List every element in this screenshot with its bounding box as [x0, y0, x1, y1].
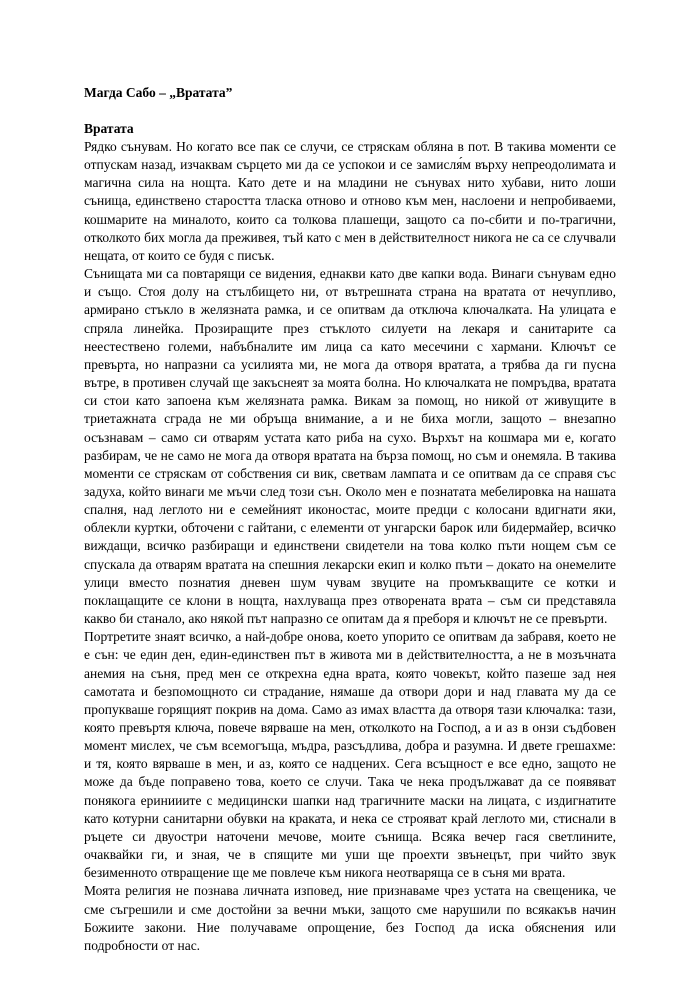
paragraph: Портретите знаят всичко, а най-добре онова, което упорито се опитвам да забравя, което не е сън: че един ден, един-единствен път в живота ми в действителността, а не в мозъчната анемия на съня, пред мен се открехна една врата, която човекът, който пазеше зад нея самотата и безпомощното си страдание, нямаше да отвори дори и над главата му да се пропукваше горящият покрив на дома. Само аз имах властта да отворя тази ключалка: тази, която превъртя ключа, повече вярваше на мен, отколкото на Господ, а и аз в онзи съдбовен момент мислех, че съм всемогъща, мъдра, разсъдлива, добра и разумна. И двете грешахме: и тя, която вярваше в мен, и аз, която се надцених. Сега всъщност е все едно, защото не може да бъде поправено това, което се случи. Така че нека продължават да се появяват понякога еринииите с медицински шапки над трагичните маски на лицата, с издигнатите като котурни санитарни обувки на краката, и нека се строяват край леглото ми, стиснали в ръцете си двуостри наточени мечове, моите сънища. Всяка вечер гася светлините, очаквайки ги, и зная, че в спящите ми уши ще проехти звънецът, при чийто звук безименното отвращение ще ме повлече към никога неотваряща се в съня ми врата.	[84, 629, 616, 881]
document-page	[84, 84, 616, 955]
section-heading: Вратата	[84, 121, 134, 136]
paragraph: Моята религия не познава личната изповед, ние признаваме чрез устата на свещеника, че сме съгрешили и сме достойни за вечни мъки, защото сме нарушили по всякакъв начин Божиите закони. Ние получаваме опрощение, без Господ да иска обяснения или подробности от нас.	[84, 883, 616, 953]
paragraph: Рядко сънувам. Но когато все пак се случи, се стряскам обляна в пот. В такива моменти се отпускам назад, изчаквам сърцето ми да се успокои и се замисля́м върху непреодолимата и магична сила на нощта. Като дете и на младини не сънувах нито хубави, нито лоши сънища, единствено старостта тласка отново и отново към мен, наслоени и непробиваеми, кошмарите на миналото, които са толкова плашещи, защото са по-сбити и по-трагични, отколкото бих могла да преживея, тъй като с мен в действителност никога не са се случвали нещата, от които се будя с писък.	[84, 139, 616, 263]
paragraph: Сънищата ми са повтарящи се видения, еднакви като две капки вода. Винаги сънувам едно и също. Стоя долу на стълбището ни, от вътрешната страна на вратата от нечупливо, армирано стъкло в желязната рамка, и се опитвам да отключа ключалката. На улицата е спряла линейка. Прозиращите през стъклото силуети на лекаря и санитарите са неестествено големи, набъбналите им лица са като месечини с хармани. Ключът се превърта, но напразни са усилията ми, не мога да отворя вратата, а трябва да ги пусна вътре, в противен случай ще закъснеят за моята болна. Но ключалката не помръдва, вратата си стои като запоена към желязната рамка. Викам за помощ, но никой от живущите в триетажната сграда не ми обръща внимание, а и не биха могли, защото – внезапно осъзнавам – само си отварям устата като риба на сухо. Върхът на кошмара ми е, когато разбирам, че не само не мога да отворя вратата на бърза помощ, но съм и онемяла. В такива моменти се стряскам от собствения си вик, светвам лампата и се опитвам да се справя със задуха, който винаги ме мъчи след този сън. Около мен е познатата мебелировка на нашата спалня, над леглото ни е семейният иконостас, моите предци с колосани вдигнати яки, облекли куртки, обточени с гайтани, с елементи от унгарски барок или бидермайер, всичко виждащи, всичко разбиращи и единствени свидетели на това колко пъти нощем съм се спускала да отварям вратата на спешния лекарски екип и колко пъти – докато на онемелите улици вместо познатия дневен шум чувам звуците на промъкващите се котки и поклащащите се клони в нощта, нахлуваща през отворената врата – съм си представяла какво би станало, ако някой път напразно се опитам да я преборя и ключът не се превърти.	[84, 266, 616, 627]
document-title: Магда Сабо – „Вратата”	[84, 85, 233, 100]
